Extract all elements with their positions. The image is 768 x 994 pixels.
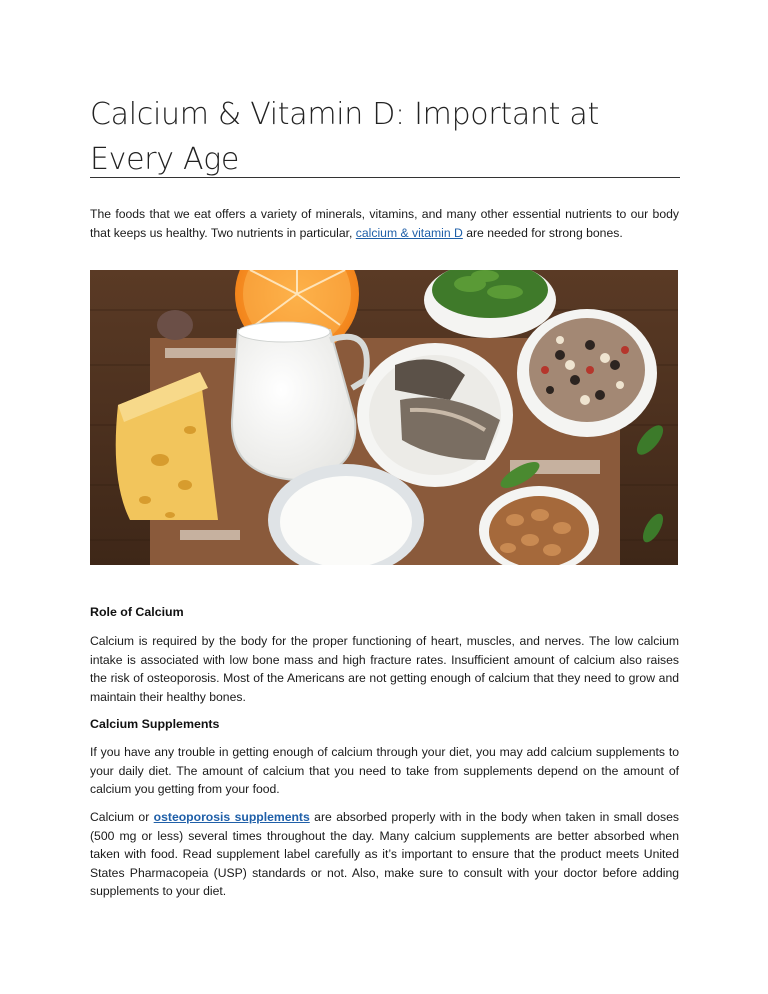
calcium-vitamin-d-link[interactable]: calcium & vitamin D [355, 225, 463, 240]
page-title: Calcium & Vitamin D: Important at Every Age [90, 97, 599, 177]
intro-text-end: are needed for strong bones. [462, 225, 623, 240]
osteoporosis-supplements-link[interactable]: osteoporosis supplements [153, 810, 310, 824]
intro-text-start: The foods that we eat offers a variety of minerals, vitamins, and many other essential nutrients to our body that keeps us healthy. Two nutrients in particular, [90, 207, 679, 240]
absorption-text-end: are absorbed properly with in the body when taken in small doses (500 mg or less) several times throughout the day. Many calcium supplements are better absorbed when taken with food. Read supplement label carefully as it’s important to ensure that the product meets United States Pharmacopeia (USP) standards or not. Also, make sure to consult with your doctor before adding supplements to your diet. [90, 810, 679, 899]
intro-paragraph [90, 205, 679, 242]
supplements-paragraph: If you have any trouble in getting enough of calcium through your diet, you may add calcium supplements to your daily diet. The amount of calcium that you need to take from supplements depend on the amount of calcium you getting from your food. [90, 745, 679, 797]
title-underline [90, 177, 680, 178]
calcium-supplements-heading: Calcium Supplements [90, 717, 220, 731]
role-of-calcium-paragraph: Calcium is required by the body for the proper functioning of heart, muscles, and nerves. The low calcium intake is associated with low bone mass and high fracture rates. Insufficient amount of calcium also raises the risk of osteoporosis. Most of the Americans are not getting enough of calcium that they need to grow and maintain their healthy bones. [90, 634, 679, 704]
role-of-calcium-heading: Role of Calcium [90, 605, 184, 619]
dairy-foods-photo [90, 270, 678, 565]
absorption-text-start: Calcium or [90, 810, 154, 824]
absorption-paragraph [90, 808, 679, 901]
